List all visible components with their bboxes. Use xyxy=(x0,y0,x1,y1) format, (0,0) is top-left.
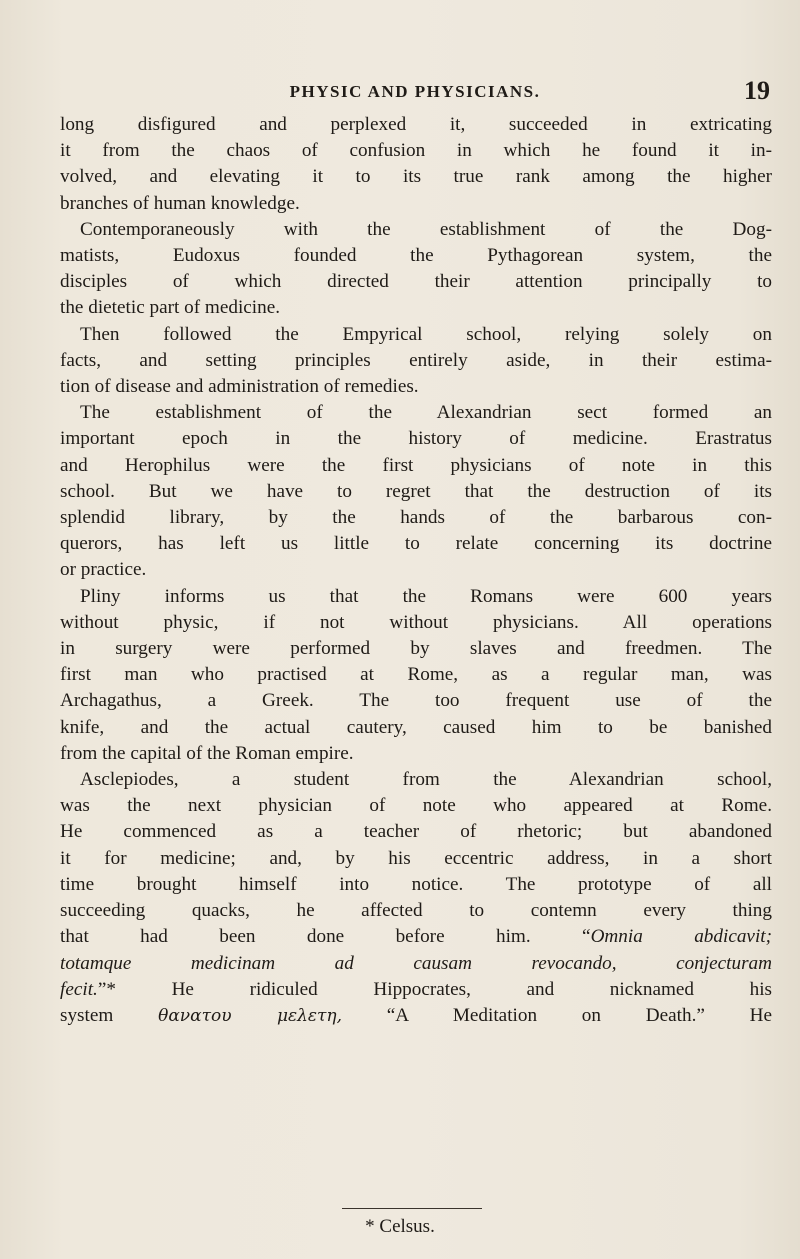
text-line: first man who practised at Rome, as a regular man, was xyxy=(60,664,772,686)
text-line: and Herophilus were the first physicians of note in this xyxy=(60,454,772,476)
text-line: important epoch in the history of medicine. Erastratus xyxy=(60,428,772,450)
text-line: disciples of which directed their attention principally to xyxy=(60,271,772,293)
page-number: 19 xyxy=(744,76,770,105)
latin-quote: fecit. xyxy=(60,978,98,1000)
text-line: Then followed the Empyrical school, relying solely on xyxy=(80,323,772,345)
text-line: knife, and the actual cautery, caused him to be banished xyxy=(60,716,772,738)
footnote: * Celsus. xyxy=(365,1216,435,1237)
greek-phrase: θανατου μελετη, xyxy=(158,1005,343,1026)
text-segment: He xyxy=(749,1004,773,1026)
text-line: time brought himself into notice. The prototype of all xyxy=(60,873,772,895)
latin-quote: totamque medicinam ad causam revocando, conjecturam xyxy=(60,952,772,974)
body-text xyxy=(60,112,772,1029)
text-line: He commenced as a teacher of rhetoric; but abandoned xyxy=(60,821,772,843)
text-line: it for medicine; and, by his eccentric address, in a short xyxy=(60,847,772,869)
text-line: without physic, if not without physicians. All operations xyxy=(60,611,772,633)
text-line: The establishment of the Alexandrian sect formed an xyxy=(80,402,772,424)
text-line: querors, has left us little to relate concerning its doctrine xyxy=(60,533,772,555)
text-line: Pliny informs us that the Romans were 600 years xyxy=(80,585,772,607)
text-line: from the capital of the Roman empire. xyxy=(60,742,354,764)
footnote-divider xyxy=(342,1208,482,1209)
text-segment: He ridiculed Hippocrates, and nicknamed his xyxy=(171,978,772,1000)
text-line: school. But we have to regret that the destruction of its xyxy=(60,480,772,502)
text-line: matists, Eudoxus founded the Pythagorean system, the xyxy=(60,245,772,267)
text-line: Asclepiodes, a student from the Alexandrian school, xyxy=(80,769,772,791)
text-line: it from the chaos of confusion in which he found it in- xyxy=(60,140,772,162)
text-line: Archagathus, a Greek. The too frequent use of the xyxy=(60,690,772,712)
text-line xyxy=(60,924,772,950)
text-line: splendid library, by the hands of the barbarous con- xyxy=(60,507,772,529)
quote-open: “ xyxy=(582,926,591,948)
text-segment: that had been done before him. xyxy=(60,926,531,948)
text-line: in surgery were performed by slaves and freedmen. The xyxy=(60,638,772,660)
text-line xyxy=(60,977,772,1003)
text-line xyxy=(60,951,772,977)
text-line xyxy=(60,1003,772,1029)
text-line: or practice. xyxy=(60,559,147,581)
text-line: branches of human knowledge. xyxy=(60,192,300,214)
text-line: the dietetic part of medicine. xyxy=(60,297,281,319)
text-line: volved, and elevating it to its true rank among the higher xyxy=(60,166,772,188)
running-title: PHYSIC AND PHYSICIANS. xyxy=(289,82,541,101)
text-line: facts, and setting principles entirely aside, in their estima- xyxy=(60,349,772,371)
text-line: tion of disease and administration of remedies. xyxy=(60,376,419,398)
text-line: long disfigured and perplexed it, succeeded in extricating xyxy=(60,114,772,135)
text-line: was the next physician of note who appeared at Rome. xyxy=(60,795,772,817)
latin-quote: Omnia abdicavit; xyxy=(590,926,772,948)
text-line: Contemporaneously with the establishment of the Dog- xyxy=(80,218,772,240)
text-segment: “A Meditation on Death.” xyxy=(386,1004,705,1026)
footnote-ref: ”* xyxy=(97,978,116,1000)
text-line: succeeding quacks, he affected to contemn every thing xyxy=(60,900,772,922)
running-head xyxy=(60,76,770,106)
text-segment: system xyxy=(60,1004,114,1026)
